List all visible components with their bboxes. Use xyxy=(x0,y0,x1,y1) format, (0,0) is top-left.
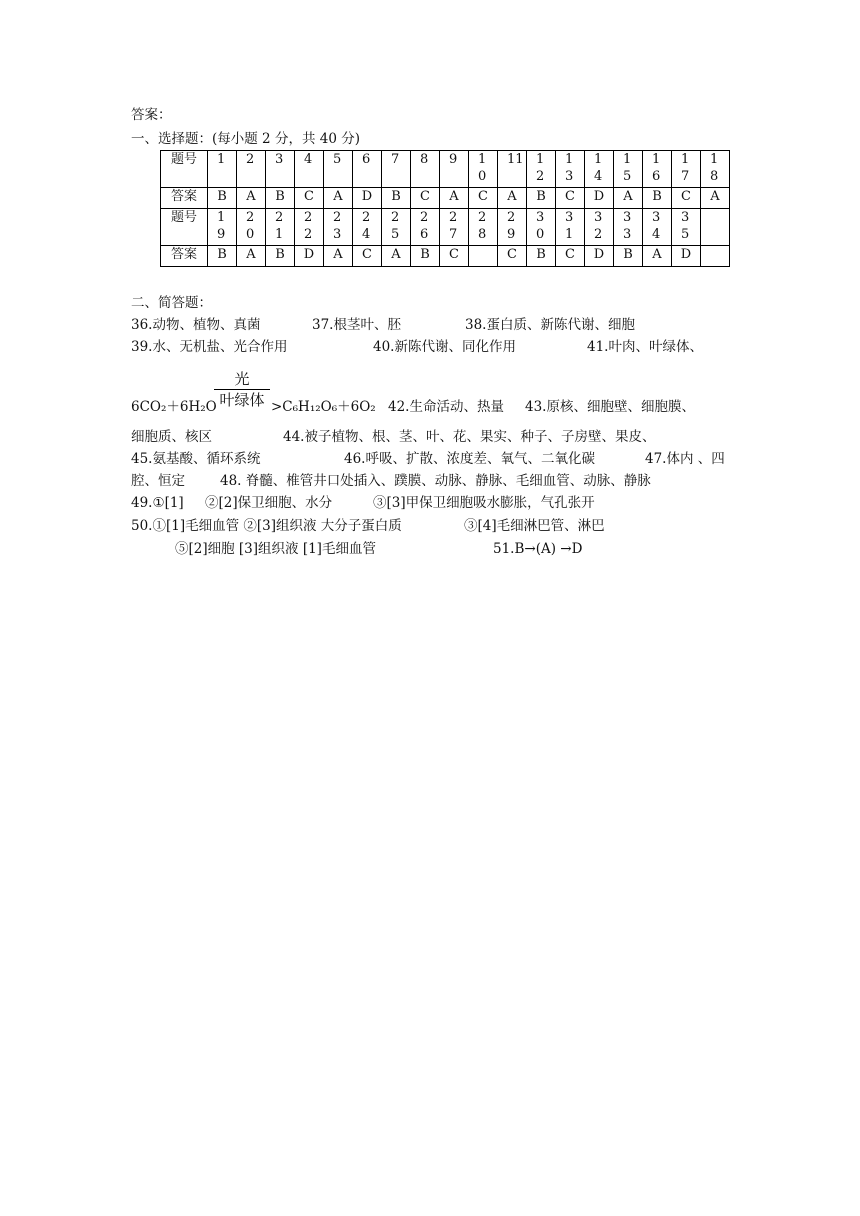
answer-49-3: ③[3]甲保卫细胞吸水膨胀，气孔张开 xyxy=(373,495,595,511)
section-1-title: 一、选择题：(每小题 2 分，共 40 分) xyxy=(131,131,360,147)
answer-cell: A xyxy=(440,188,469,209)
digit-bottom: 8 xyxy=(710,169,719,184)
answer-cell: A xyxy=(701,188,730,209)
answer-cell: A xyxy=(324,188,353,209)
digit-bottom: 4 xyxy=(652,227,661,242)
digit-top: 1 xyxy=(217,210,226,225)
digit-bottom: 2 xyxy=(536,169,545,184)
answer-49-1: 49.①[1] xyxy=(131,495,184,511)
answer-49-2: ②[2]保卫细胞、水分 xyxy=(205,495,333,511)
question-number-row xyxy=(161,151,730,188)
digit-bottom: 7 xyxy=(681,169,690,184)
digit-top: 1 xyxy=(710,152,719,167)
equation-products: >C₆H₁₂O₆＋6O₂ xyxy=(271,399,376,415)
answer-cell: C xyxy=(672,188,701,209)
digit-bottom: 7 xyxy=(449,227,458,242)
digit-top: 2 xyxy=(420,210,429,225)
digit-bottom: 0 xyxy=(478,169,487,184)
question-number-cell xyxy=(440,209,469,246)
answer-cell: D xyxy=(585,246,614,267)
digit-top: 2 xyxy=(333,210,342,225)
answer-cell: A xyxy=(643,246,672,267)
digit-top: 3 xyxy=(681,210,690,225)
answer-45: 45.氨基酸、循环系统 xyxy=(131,451,261,467)
digit-top: 2 xyxy=(275,210,284,225)
question-number-cell xyxy=(295,151,324,188)
digit-bottom: 2 xyxy=(304,227,313,242)
answer-cell: C xyxy=(556,188,585,209)
digit-top: 4 xyxy=(304,152,313,167)
answer-36: 36.动物、植物、真菌 xyxy=(131,317,261,333)
answer-cell: B xyxy=(266,188,295,209)
answer-cell: C xyxy=(469,188,498,209)
digit-top: 2 xyxy=(304,210,313,225)
digit-top: 6 xyxy=(362,152,371,167)
question-number-cell xyxy=(440,151,469,188)
answer-48: 48. 脊髓、椎管井口处插入、蹼膜、动脉、静脉、毛细血管、动脉、静脉 xyxy=(220,473,651,489)
digit-bottom: 5 xyxy=(681,227,690,242)
question-number-cell xyxy=(701,209,730,246)
question-number-cell xyxy=(556,151,585,188)
question-number-cell xyxy=(324,209,353,246)
digit-top: 5 xyxy=(333,152,342,167)
question-number-cell xyxy=(585,151,614,188)
answer-46: 46.呼吸、扩散、浓度差、氧气、二氧化碳 xyxy=(344,451,595,467)
condition-chloroplast: 叶绿体 xyxy=(219,391,265,409)
answer-38: 38.蛋白质、新陈代谢、细胞 xyxy=(465,317,635,333)
answer-cell: B xyxy=(614,246,643,267)
answer-47: 47.体内 、四 xyxy=(645,451,725,467)
question-number-row xyxy=(161,209,730,246)
digit-top: 2 xyxy=(507,210,516,225)
answer-cell xyxy=(469,246,498,267)
answer-cell: B xyxy=(208,188,237,209)
digit-bottom: 9 xyxy=(217,227,226,242)
answer-cell: D xyxy=(585,188,614,209)
digit-top: 7 xyxy=(391,152,400,167)
reaction-condition xyxy=(214,369,270,410)
answer-cell: B xyxy=(208,246,237,267)
question-number-cell xyxy=(382,209,411,246)
digit-top: 3 xyxy=(565,210,574,225)
digit-top: 2 xyxy=(478,210,487,225)
digit-top: 3 xyxy=(275,152,284,167)
answer-cell: A xyxy=(614,188,643,209)
question-number-cell xyxy=(672,151,701,188)
digit-top: 9 xyxy=(449,152,458,167)
answer-cell: A xyxy=(237,246,266,267)
digit-top: 3 xyxy=(594,210,603,225)
digit-bottom: 3 xyxy=(333,227,342,242)
digit-bottom: 4 xyxy=(362,227,371,242)
answer-51: 51.B→(A) →D xyxy=(493,541,583,557)
digit-bottom: 0 xyxy=(246,227,255,242)
answer-cell: A xyxy=(237,188,266,209)
question-number-cell xyxy=(295,209,324,246)
question-number-cell xyxy=(237,209,266,246)
answer-cell: A xyxy=(382,246,411,267)
question-number-cell xyxy=(614,151,643,188)
answer-cell: D xyxy=(295,246,324,267)
digit-top: 2 xyxy=(391,210,400,225)
question-number-cell xyxy=(614,209,643,246)
question-number-cell xyxy=(527,209,556,246)
answer-cell: A xyxy=(324,246,353,267)
question-number-cell xyxy=(498,151,527,188)
answer-47-cont: 腔、恒定 xyxy=(131,473,185,489)
question-number-cell xyxy=(237,151,266,188)
answer-cell: B xyxy=(643,188,672,209)
answer-cell: B xyxy=(411,246,440,267)
digit-top: 1 xyxy=(536,152,545,167)
question-number-cell xyxy=(556,209,585,246)
answer-44: 44.被子植物、根、茎、叶、花、果实、种子、子房壁、果皮、 xyxy=(283,429,656,445)
answer-cell: C xyxy=(556,246,585,267)
digit-bottom: 0 xyxy=(536,227,545,242)
digit-bottom: 5 xyxy=(623,169,632,184)
answer-41: 41.叶肉、叶绿体、 xyxy=(587,339,703,355)
answer-cell: C xyxy=(411,188,440,209)
answer-43-cont: 细胞质、核区 xyxy=(131,429,212,445)
digit-bottom: 9 xyxy=(507,227,516,242)
question-number-cell xyxy=(208,151,237,188)
digit-top: 2 xyxy=(246,210,255,225)
question-number-cell xyxy=(672,209,701,246)
answer-40: 40.新陈代谢、同化作用 xyxy=(373,339,516,355)
digit-top: 2 xyxy=(246,152,255,167)
digit-top: 1 xyxy=(594,152,603,167)
digit-bottom: 1 xyxy=(275,227,284,242)
digit-bottom: 6 xyxy=(420,227,429,242)
question-number-cell xyxy=(585,209,614,246)
digit-top: 2 xyxy=(449,210,458,225)
digit-bottom: 4 xyxy=(594,169,603,184)
digit-top: 1 xyxy=(565,152,574,167)
answer-heading: 答案： xyxy=(131,107,172,123)
question-number-cell xyxy=(527,151,556,188)
question-number-cell xyxy=(469,151,498,188)
digit-bottom: 2 xyxy=(594,227,603,242)
answer-cell: C xyxy=(353,246,382,267)
answer-cell: B xyxy=(266,246,295,267)
question-number-cell xyxy=(266,151,295,188)
section-2-title: 二、简答题： xyxy=(131,295,212,311)
digit-bottom: 3 xyxy=(623,227,632,242)
digit-bottom: 8 xyxy=(478,227,487,242)
answer-cell xyxy=(701,246,730,267)
question-number-cell xyxy=(208,209,237,246)
digit-top: 3 xyxy=(623,210,632,225)
digit-top: 1 xyxy=(652,152,661,167)
question-number-cell xyxy=(411,209,440,246)
answer-cell: B xyxy=(527,188,556,209)
question-number-cell xyxy=(643,151,672,188)
answer-row xyxy=(161,188,730,209)
equation-reactants: 6CO₂＋6H₂O xyxy=(131,399,217,415)
answer-39: 39.水、无机盐、光合作用 xyxy=(131,339,288,355)
answer-50-2: ③[4]毛细淋巴管、淋巴 xyxy=(464,518,605,534)
digit-top: 11 xyxy=(507,152,524,167)
digit-top: 1 xyxy=(623,152,632,167)
question-number-cell xyxy=(411,151,440,188)
answer-cell: C xyxy=(498,246,527,267)
answer-cell: B xyxy=(382,188,411,209)
question-number-cell xyxy=(469,209,498,246)
question-number-cell xyxy=(353,209,382,246)
digit-bottom: 6 xyxy=(652,169,661,184)
question-number-cell xyxy=(382,151,411,188)
row-label: 答案 xyxy=(161,188,208,209)
question-number-cell xyxy=(643,209,672,246)
answer-row xyxy=(161,246,730,267)
digit-top: 1 xyxy=(217,152,226,167)
row-label: 答案 xyxy=(161,246,208,267)
condition-light: 光 xyxy=(214,369,270,390)
digit-top: 3 xyxy=(652,210,661,225)
answer-cell: D xyxy=(672,246,701,267)
digit-top: 1 xyxy=(681,152,690,167)
digit-top: 2 xyxy=(362,210,371,225)
row-label: 题号 xyxy=(161,151,208,188)
digit-top: 1 xyxy=(478,152,487,167)
answer-43: 43.原核、细胞壁、细胞膜、 xyxy=(525,399,695,415)
question-number-cell xyxy=(324,151,353,188)
answer-50-3: ⑤[2]细胞 [3]组织液 [1]毛细血管 xyxy=(175,541,376,557)
digit-top: 8 xyxy=(420,152,429,167)
answer-37: 37.根茎叶、胚 xyxy=(312,317,401,333)
question-number-cell xyxy=(353,151,382,188)
answer-cell: C xyxy=(295,188,324,209)
answer-table xyxy=(160,150,730,267)
answer-cell: A xyxy=(498,188,527,209)
answer-42: 42.生命活动、热量 xyxy=(388,399,504,415)
answer-50-1: 50.①[1]毛细血管 ②[3]组织液 大分子蛋白质 xyxy=(131,518,402,534)
answer-cell: C xyxy=(440,246,469,267)
answer-cell: D xyxy=(353,188,382,209)
question-number-cell xyxy=(266,209,295,246)
question-number-cell xyxy=(701,151,730,188)
digit-bottom: 3 xyxy=(565,169,574,184)
row-label: 题号 xyxy=(161,209,208,246)
digit-top: 3 xyxy=(536,210,545,225)
answer-cell: B xyxy=(527,246,556,267)
digit-bottom: 5 xyxy=(391,227,400,242)
question-number-cell xyxy=(498,209,527,246)
digit-bottom: 1 xyxy=(565,227,574,242)
